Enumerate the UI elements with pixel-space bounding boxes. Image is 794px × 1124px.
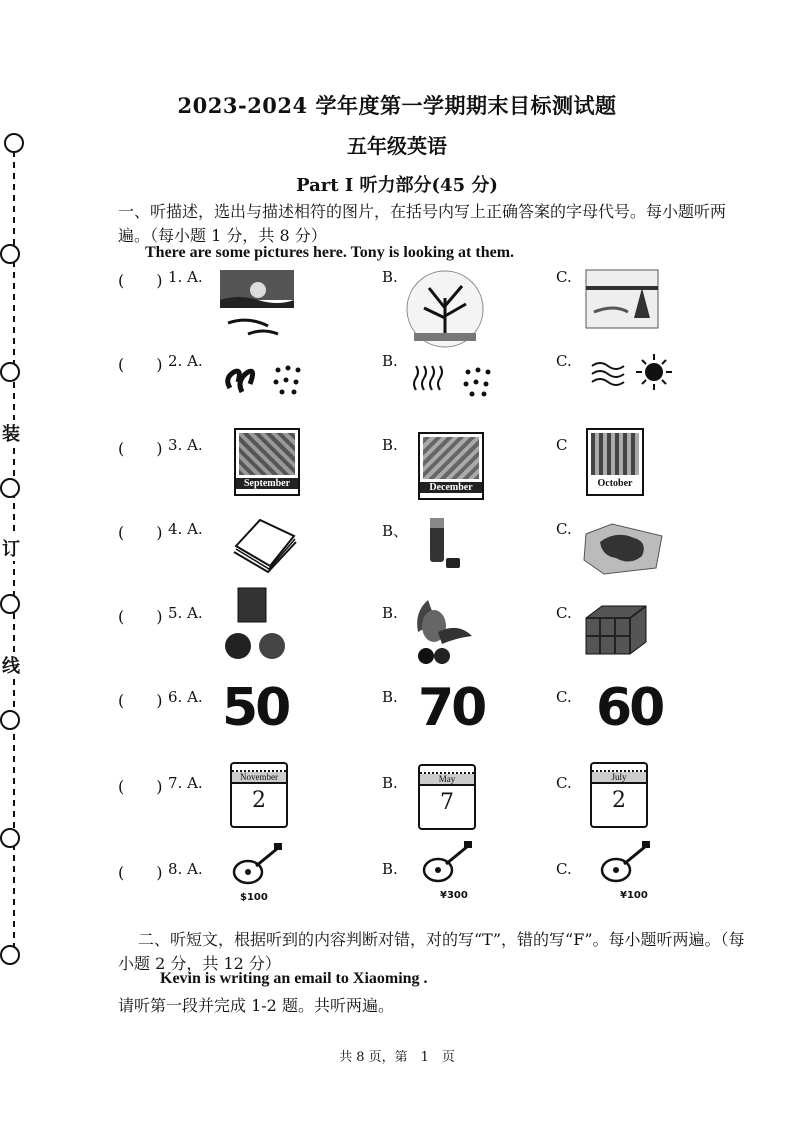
calendar-icon <box>230 762 288 828</box>
question-number: 3. A. <box>168 436 203 454</box>
answer-blank[interactable]: ( ) <box>118 271 163 290</box>
exam-title: 2023-2024 学年度第一学期期末目标测试题 <box>177 93 617 118</box>
exam-subtitle: 五年级英语 <box>347 134 447 158</box>
answer-blank[interactable]: ( ) <box>118 777 163 796</box>
sunset-scene-icon <box>218 268 296 340</box>
answer-blank[interactable]: ( ) <box>118 439 163 458</box>
calendar-month: May <box>420 774 474 786</box>
binding-char: 订 <box>2 535 20 561</box>
part-title: Part Ⅰ 听力部分(45 分) <box>296 175 498 196</box>
question-row <box>118 268 758 348</box>
option-b-label: B. <box>382 352 398 370</box>
binding-char: 线 <box>2 652 20 678</box>
option-c-label: C. <box>556 860 572 878</box>
option-b-label: B. <box>382 860 398 878</box>
binding-hole <box>1 479 19 497</box>
section2-intro: Kevin is writing an email to Xiaoming . <box>160 970 428 987</box>
question-row <box>118 520 758 600</box>
option-b-label: B. <box>382 436 398 454</box>
paper-stack-icon <box>230 516 300 576</box>
calendar-month: September <box>236 478 298 489</box>
calendar-month: July <box>592 772 646 784</box>
price-label: ¥300 <box>440 890 468 901</box>
calendar-day: 2 <box>252 788 266 813</box>
juice-fruit-icon <box>222 586 302 664</box>
question-number: 7. A. <box>168 774 203 792</box>
calendar-month: November <box>232 772 286 784</box>
question-number: 1. A. <box>168 268 203 286</box>
calendar-page-icon <box>234 428 300 496</box>
answer-blank[interactable]: ( ) <box>118 691 163 710</box>
question-row <box>118 604 758 684</box>
binding-margin <box>0 0 40 1124</box>
guitar-icon <box>598 840 654 884</box>
calendar-icon <box>418 764 476 830</box>
guitar-icon <box>230 842 286 886</box>
answer-blank[interactable]: ( ) <box>118 355 163 374</box>
guitar-icon <box>420 840 476 884</box>
option-c-label: C. <box>556 352 572 370</box>
option-c-label: C. <box>556 688 572 706</box>
option-c-label: C. <box>556 520 572 538</box>
page-footer: 共 8 页，第 1 页 <box>339 1050 455 1065</box>
number-50: 50 <box>222 678 289 738</box>
question-number: 6. A. <box>168 688 203 706</box>
calendar-day: 7 <box>440 790 454 815</box>
chocolate-icon <box>584 604 648 656</box>
winter-scene-icon <box>584 268 660 332</box>
question-row <box>118 436 758 516</box>
option-c-label: C <box>556 436 568 454</box>
price-label: ¥100 <box>620 890 648 901</box>
hot-rain-icon <box>410 360 500 400</box>
calendar-month: December <box>420 482 482 493</box>
binding-hole <box>1 245 19 263</box>
section2-note: 请听第一段并完成 1-2 题。共听两遍。 <box>118 996 394 1015</box>
option-c-label: C. <box>556 604 572 622</box>
question-row <box>118 352 758 432</box>
answer-blank[interactable]: ( ) <box>118 863 163 882</box>
answer-blank[interactable]: ( ) <box>118 523 163 542</box>
fruits-icon <box>408 592 478 666</box>
binding-hole <box>1 595 19 613</box>
question-number: 4. A. <box>168 520 203 538</box>
binding-hole <box>1 829 19 847</box>
option-b-label: B、 <box>382 522 409 540</box>
option-c-label: C. <box>556 774 572 792</box>
binding-char: 装 <box>2 420 20 446</box>
calendar-day: 2 <box>612 788 626 813</box>
option-c-label: C. <box>556 268 572 286</box>
option-b-label: B. <box>382 268 398 286</box>
wind-rain-icon <box>222 358 312 398</box>
section2-instruction: 二、听短文，根据听到的内容判断对错，对的写“T”，错的写“F”。每小题听两遍。（每小题 2 分，共 12 分） <box>118 930 745 973</box>
question-number: 8. A. <box>168 860 203 878</box>
binding-hole <box>1 363 19 381</box>
autumn-tree-icon <box>404 268 486 350</box>
map-icon <box>582 520 666 576</box>
option-b-label: B. <box>382 688 398 706</box>
section1-intro: There are some pictures here. Tony is looking at them. <box>145 244 515 261</box>
binding-hole <box>1 711 19 729</box>
calendar-month: October <box>597 478 633 489</box>
question-number: 5. A. <box>168 604 203 622</box>
binding-hole <box>1 946 19 964</box>
calendar-page-icon <box>418 432 484 500</box>
option-b-label: B. <box>382 604 398 622</box>
question-row <box>118 678 758 768</box>
question-number: 2. A. <box>168 352 203 370</box>
wind-sun-icon <box>590 352 678 392</box>
option-b-label: B. <box>382 774 398 792</box>
section1-instruction: 一、听描述，选出与描述相符的图片，在括号内写上正确答案的字母代号。每小题听两遍。（每小题 1 分，共 8 分） <box>118 202 727 245</box>
calendar-page-icon <box>586 428 644 496</box>
number-70: 70 <box>418 678 485 738</box>
price-label: $100 <box>240 892 268 903</box>
number-60: 60 <box>596 678 663 738</box>
answer-blank[interactable]: ( ) <box>118 607 163 626</box>
glue-stick-icon <box>416 514 466 576</box>
calendar-icon <box>590 762 648 828</box>
